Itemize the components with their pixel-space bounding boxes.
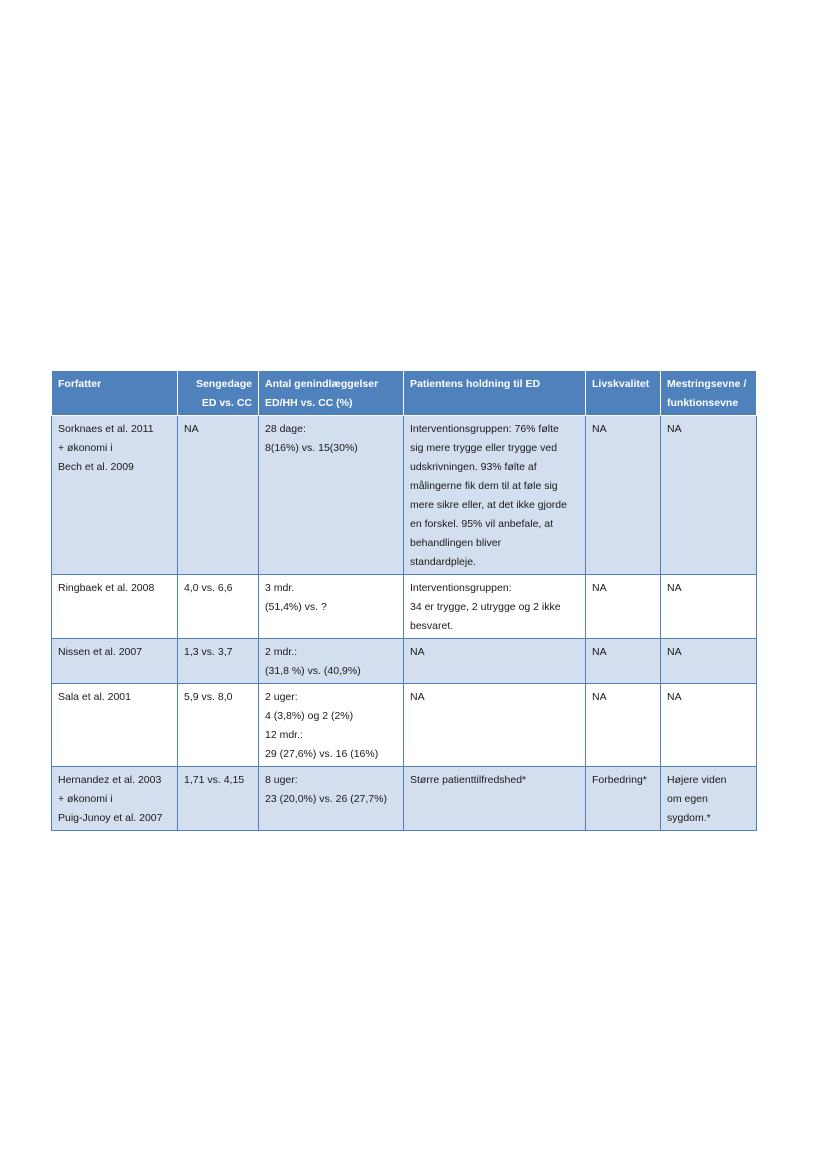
cell-line: NA [592,423,607,435]
cell-author [52,639,178,684]
cell-bed-days [178,575,259,639]
header-line: Antal genindlæggelser [265,378,379,390]
cell-quality-of-life [586,684,661,767]
cell-bed-days [178,767,259,831]
header-line: ED/HH vs. CC (%) [265,397,353,409]
cell-coping-ability [661,639,757,684]
cell-line: 28 dage: [265,423,306,435]
cell-line: mere sikre eller, at det ikke gjorde [410,499,567,511]
header-line: ED vs. CC [201,397,252,409]
cell-line: 12 mdr.: [265,729,303,741]
cell-readmissions [259,639,404,684]
cell-line: Nissen et al. 2007 [58,646,143,658]
cell-bed-days [178,639,259,684]
cell-author [52,416,178,575]
header-author [52,371,178,416]
table-header-row [52,371,757,416]
cell-quality-of-life [586,575,661,639]
cell-line: NA [667,691,682,703]
header-patient-attitude [404,371,586,416]
cell-line: 8 uger: [265,774,298,786]
cell-coping-ability [661,767,757,831]
cell-line: NA [667,582,682,594]
cell-line: Bech et al. 2009 [58,461,134,473]
cell-line: NA [184,423,199,435]
cell-line: en forskel. 95% vil anbefale, at [410,518,554,530]
results-table [51,370,757,831]
cell-readmissions [259,416,404,575]
cell-line: 29 (27,6%) vs. 16 (16%) [265,748,379,760]
cell-line: NA [667,646,682,658]
cell-bed-days [178,684,259,767]
cell-line: NA [592,691,607,703]
cell-bed-days [178,416,259,575]
header-line: Mestringsevne / [667,378,747,390]
cell-quality-of-life [586,639,661,684]
table-row [52,639,757,684]
cell-line: målingerne fik dem til at føle sig [410,480,558,492]
cell-line: 2 mdr.: [265,646,298,658]
cell-line: NA [667,423,682,435]
cell-line: besvaret. [410,620,454,632]
cell-line: Puig-Junoy et al. 2007 [58,812,163,824]
cell-line: (51,4%) vs. ? [265,601,327,613]
cell-line: sig mere trygge eller trygge ved [410,442,558,454]
cell-line: sygdom.* [667,812,711,824]
cell-line: udskrivningen. 93% følte af [410,461,537,473]
cell-line: 5,9 vs. 8,0 [184,691,233,703]
cell-line: standardpleje. [410,556,476,568]
cell-line: + økonomi i [58,793,113,805]
cell-line: NA [592,582,607,594]
header-quality-of-life [586,371,661,416]
header-line: Patientens holdning til ED [410,378,541,390]
table-row [52,575,757,639]
cell-line: Forbedring* [592,774,647,786]
cell-line: Sorknaes et al. 2011 [58,423,154,435]
cell-line: Interventionsgruppen: [410,582,512,594]
cell-line: Interventionsgruppen: 76% følte [410,423,559,435]
cell-line: Hernandez et al. 2003 [58,774,162,786]
cell-patient-attitude [404,416,586,575]
cell-coping-ability [661,575,757,639]
cell-patient-attitude [404,767,586,831]
cell-readmissions [259,575,404,639]
header-coping-ability [661,371,757,416]
table-row [52,767,757,831]
header-line: Livskvalitet [592,378,650,390]
cell-line: 4 (3,8%) og 2 (2%) [265,710,354,722]
cell-patient-attitude [404,639,586,684]
cell-line: 3 mdr. [265,582,295,594]
cell-line: (31,8 %) vs. (40,9%) [265,665,361,677]
cell-line: NA [592,646,607,658]
cell-line: NA [410,646,425,658]
cell-line: Ringbaek et al. 2008 [58,582,155,594]
header-readmissions [259,371,404,416]
cell-author [52,767,178,831]
cell-line: Højere viden [667,774,727,786]
cell-line: 1,3 vs. 3,7 [184,646,233,658]
cell-line: + økonomi i [58,442,113,454]
cell-author [52,575,178,639]
cell-quality-of-life [586,767,661,831]
cell-line: 1,71 vs. 4,15 [184,774,245,786]
cell-patient-attitude [404,684,586,767]
table-row [52,416,757,575]
header-line: Forfatter [58,378,102,390]
cell-coping-ability [661,684,757,767]
cell-line: Større patienttilfredshed* [410,774,527,786]
cell-line: behandlingen bliver [410,537,502,549]
cell-line: 2 uger: [265,691,298,703]
cell-author [52,684,178,767]
cell-line: NA [410,691,425,703]
cell-line: om egen [667,793,708,805]
header-line: funktionsevne [667,397,739,409]
header-line: Sengedage [195,378,252,390]
cell-line: 8(16%) vs. 15(30%) [265,442,358,454]
cell-line: Sala et al. 2001 [58,691,131,703]
cell-readmissions [259,684,404,767]
cell-quality-of-life [586,416,661,575]
table-row [52,684,757,767]
cell-line: 34 er trygge, 2 utrygge og 2 ikke [410,601,561,613]
cell-coping-ability [661,416,757,575]
cell-line: 4,0 vs. 6,6 [184,582,233,594]
cell-line: 23 (20,0%) vs. 26 (27,7%) [265,793,387,805]
cell-patient-attitude [404,575,586,639]
cell-readmissions [259,767,404,831]
header-bed-days [178,371,259,416]
